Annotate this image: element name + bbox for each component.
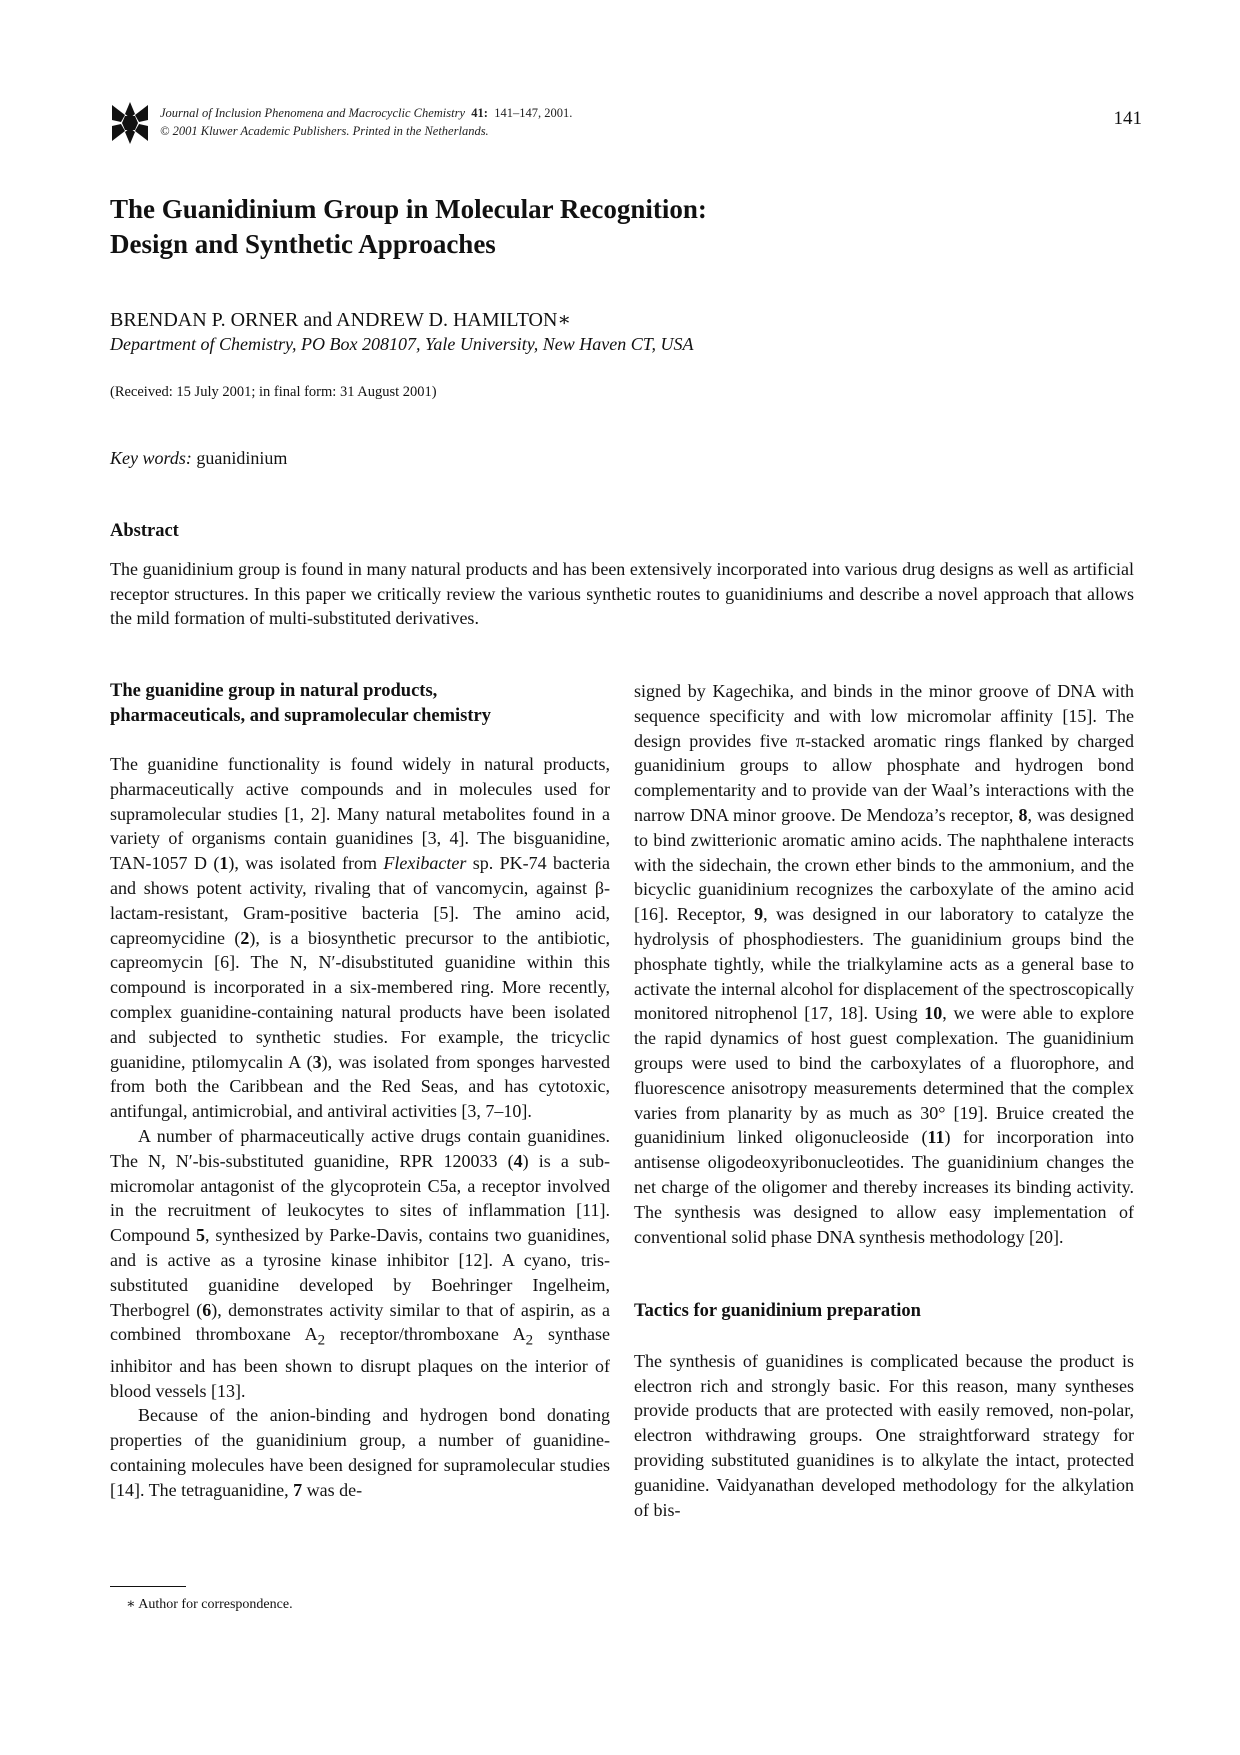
section-heading-tactics: Tactics for guanidinium preparation xyxy=(634,1301,921,1322)
compound-ref: 1 xyxy=(219,853,229,874)
compound-ref: 10 xyxy=(924,1003,943,1024)
paper-title xyxy=(110,192,1010,262)
text-run: Because of the anion-binding and hydrogen bond donating properties of the guanidinium group, a number of guanidine-containing molecules have been designed for supramolecular studies [14]. The tetraguanidine, xyxy=(110,1405,610,1500)
paragraph xyxy=(634,679,1134,1249)
paragraph: The synthesis of guanidines is complicated because the product is electron rich and strongly basic. For this reason, many syntheses provide products that are protected with easily removed, non-polar, electron withdrawing groups. One straightforward strategy for providing substituted guanidines is to alkylate the intact, protected guanidine. Vaidyanathan developed methodology for the alkylation of bis- xyxy=(634,1350,1134,1520)
abstract-text: The guanidinium group is found in many natural products and has been extensively incorporated into various drug designs as well as artificial receptor structures. In this paper we critically review the various synthetic routes to guanidiniums and describe a novel approach that allows the mild formation of multi-substituted derivatives. xyxy=(110,559,1134,628)
text-run: ), was isolated from sponges harvested from both the Caribbean and the Red Seas, and has cytotoxic, antifungal, antimicrobial, and antiviral activities [3, 7–10]. xyxy=(110,1051,610,1122)
paragraph xyxy=(110,1124,610,1403)
text-run: , we were able to explore the rapid dynamics of host guest complexation. The guanidinium groups were used to bind the carboxylates of a fluorophore, and fluorescence anisotropy measurements determined that the complex varies from planarity by as much as 30° [19]. Bruice created the guanidinium linked oligonucleoside ( xyxy=(634,1003,1135,1148)
text-run: receptor/thromboxane A xyxy=(325,1324,526,1345)
right-column xyxy=(634,679,1134,1522)
compound-ref: 8 xyxy=(1018,804,1028,825)
subscript: 2 xyxy=(525,1332,534,1349)
compound-ref: 11 xyxy=(927,1127,945,1148)
compound-ref: 4 xyxy=(513,1150,523,1171)
text-run: , synthesized by Parke-Davis, contains two guanidines, and is active as a tyrosine kinase inhibitor [12]. A cyano, tris-substituted guanidine developed by Boehringer Ingelheim, Therbogrel ( xyxy=(110,1225,610,1320)
paragraph xyxy=(110,752,610,1124)
title-line-2: Design and Synthetic Approaches xyxy=(110,229,496,259)
title-line-1: The Guanidinium Group in Molecular Recognition: xyxy=(110,194,707,224)
keywords-value: guanidinium xyxy=(196,448,288,468)
text-run: ) is a sub-micromolar antagonist of the glycoprotein C5a, a receptor involved in the recruitment of leukocytes to sites of inflammation [11]. Compound xyxy=(110,1150,610,1246)
journal-volume: 41: xyxy=(471,106,488,120)
keywords xyxy=(110,448,287,469)
text-run: ), was isolated from xyxy=(228,853,384,874)
footnote-rule xyxy=(110,1586,186,1587)
section-heading-natural-products xyxy=(110,679,610,728)
compound-ref: 3 xyxy=(312,1051,322,1072)
copyright-line: © 2001 Kluwer Academic Publishers. Printed in the Netherlands. xyxy=(160,124,489,138)
text-run: ), is a biosynthetic precursor to the antibiotic, capreomycin [6]. The N, N′-disubstituted guanidine within this compound is incorporated in a six-membered ring. More recently, complex guanidine-containing natural products have been isolated and subjected to synthetic studies. For example, the tricyclic guanidine, ptilomycalin A ( xyxy=(110,927,611,1072)
compound-ref: 7 xyxy=(293,1479,303,1500)
compound-ref: 6 xyxy=(202,1299,212,1320)
text-run: sp. PK-74 bacteria and shows potent activity, rivaling that of vancomycin, against β-lactam-resistant, Gram-positive bacteria [5]. The amino acid, capreomycidine ( xyxy=(110,853,610,948)
affiliation: Department of Chemistry, PO Box 208107, Yale University, New Haven CT, USA xyxy=(110,334,694,354)
keywords-label: Key words: xyxy=(110,448,192,468)
text-run: ), demonstrates activity similar to that of aspirin, as a combined thromboxane A xyxy=(110,1299,610,1345)
text-run: The guanidine functionality is found widely in natural products, pharmaceutically active compounds and in molecules used for supramolecular studies [1, 2]. Many natural metabolites found in a variety of organisms contain guanidines [3, 4]. The bisguanidine, TAN-1057 D ( xyxy=(110,754,610,874)
journal-citation xyxy=(160,104,572,140)
authors: BRENDAN P. ORNER and ANDREW D. HAMILTON∗ xyxy=(110,309,572,331)
genus-name: Flexibacter xyxy=(383,853,467,874)
text-run: was de- xyxy=(302,1479,363,1500)
subscript: 2 xyxy=(317,1332,326,1349)
compound-ref: 2 xyxy=(240,927,250,948)
paragraph xyxy=(110,1403,610,1502)
text-run: ) for incorporation into antisense oligodeoxyribonucleotides. The guanidinium changes the net charge of the oligomer and thereby increases its binding activity. The synthesis was designed to allow easy implementation of conventional solid phase DNA synthesis methodology [20]. xyxy=(634,1127,1134,1247)
abstract-heading: Abstract xyxy=(110,521,179,541)
text-run: signed by Kagechika, and binds in the minor groove of DNA with sequence specificity and with low micromolar affinity [15]. The design provides five π-stacked aromatic rings flanked by charged guanidinium groups to allow phosphate and hydrogen bond complementarity and to provide van der Waal’s interactions with the narrow DNA minor groove. De Mendoza’s receptor, xyxy=(634,681,1134,825)
kluwer-logo-icon xyxy=(112,102,148,144)
compound-ref: 9 xyxy=(754,904,764,925)
journal-header xyxy=(112,102,1142,146)
journal-pages: 141–147, 2001. xyxy=(494,106,573,120)
text-run: , was designed in our laboratory to catalyze the hydrolysis of phosphodiesters. The guanidinium groups bind the phosphate tightly, while the trialkylamine acts as a general base to activate the internal alcohol for displacement of the spectroscopically monitored nitrophenol [17, 18]. Using xyxy=(634,904,1134,1024)
text-run: A number of pharmaceutically active drugs contain guanidines. The N, N′-bis-substituted guanidine, RPR 120033 ( xyxy=(110,1125,610,1171)
received-dates: (Received: 15 July 2001; in final form: 31 August 2001) xyxy=(110,384,437,400)
compound-ref: 5 xyxy=(195,1225,205,1246)
section-heading-line-1: The guanidine group in natural products, xyxy=(110,681,438,701)
section-heading-line-2: pharmaceuticals, and supramolecular chemistry xyxy=(110,705,491,726)
left-column xyxy=(110,679,610,1503)
text-run: , was designed to bind zwitterionic aromatic amino acids. The naphthalene interacts with the sidechain, the crown ether binds to the ammonium, and the bicyclic guanidinium recognizes the carboxylate of the amino acid [16]. Receptor, xyxy=(634,804,1134,925)
journal-name: Journal of Inclusion Phenomena and Macrocyclic Chemistry xyxy=(160,106,466,120)
footnote: ∗ Author for correspondence. xyxy=(126,1597,293,1612)
text-run: synthase inhibitor and has been shown to disrupt plaques on the interior of blood vessels [13]. xyxy=(110,1324,610,1401)
page-number: 141 xyxy=(1113,108,1142,129)
